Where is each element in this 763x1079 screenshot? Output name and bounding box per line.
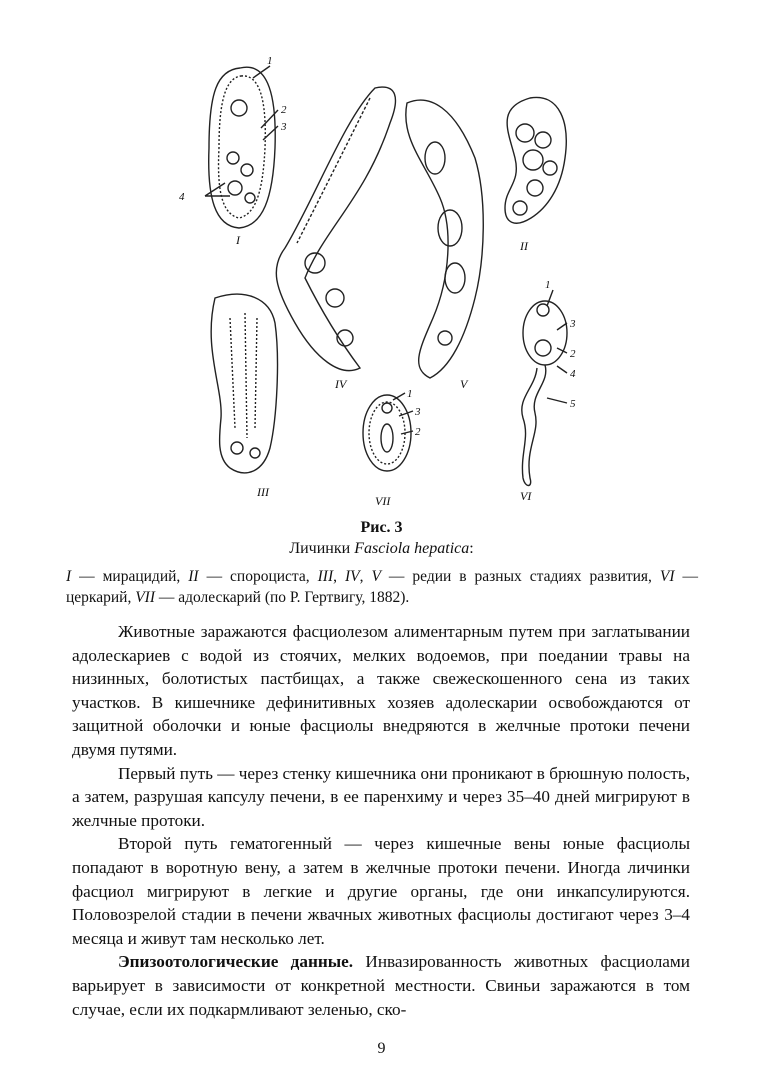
label-III: III	[257, 485, 269, 499]
label-II: II	[520, 239, 528, 253]
paragraph-2: Первый путь — через стенку кишечника они проникают в брюшную полость, а затем, разрушая капсулу печени, в ее паренхиму и через 35–40 дней мигрируют в желчные протоки.	[72, 763, 690, 830]
label-VII-1: 1	[407, 388, 413, 400]
larvae-figure	[175, 48, 595, 518]
legend-text-2: — спороциста,	[198, 568, 318, 585]
label-VI-3: 3	[570, 318, 576, 330]
paragraph-4-text: Инвазированность животных фасциолами варьирует в зависимости от конкретной местности. Свиньи заражаются в том случае, если их подкармливают зеленью, ско-	[72, 952, 690, 1019]
figure-caption-title: Рис. 3	[360, 519, 403, 536]
paragraph-1: Животные заражаются фасциолезом алиментарным путем при заглатывании адолескариев с водой из стоячих, мелких водоемов, при поедании травы на низинных, болотистых пастбищах, а также свежескошенного сена из таких участков. В кишечнике дефинитивных хозяев адолескарии освобождаются от защитной оболочки и юные фасциолы внедряются в желчные протоки печени двумя путями.	[72, 622, 690, 759]
page-number: 9	[377, 1040, 386, 1057]
caption-species: Fasciola hepatica	[354, 540, 470, 557]
label-VI-1: 1	[545, 279, 551, 291]
redia-iii-drawing	[211, 294, 277, 473]
label-I-4: 4	[179, 191, 185, 203]
label-VII: VII	[375, 494, 391, 508]
legend-roman-4: IV	[344, 568, 360, 585]
legend-text-7: — адолескарий (по Р. Гертвигу, 1882).	[155, 589, 410, 606]
caption-suffix: :	[469, 540, 474, 557]
legend-text-3: ,	[333, 568, 345, 585]
paragraph-3: Второй путь гематогенный — через кишечные вены юные фасциолы попадают в воротную вену, а затем в желчные протоки печени. Иногда личинки фасциол мигрируют в легкие и другие органы, где они инкапсулируются. Половозрелой стадии в печени жвачных животных фасциолы достигают через 3–4 месяца и живут там несколько лет.	[72, 834, 690, 948]
legend-roman-6: VI	[659, 568, 675, 585]
figure-legend	[66, 566, 698, 608]
legend-roman-7: VII	[135, 589, 155, 606]
miracidium-drawing	[209, 67, 276, 228]
label-VII-2: 2	[415, 426, 421, 438]
legend-text-5: — редии в разных стадиях развития,	[380, 568, 660, 585]
legend-text-6: — церкарий,	[66, 568, 699, 606]
caption-prefix: Личинки	[289, 540, 355, 557]
label-VI-5: 5	[570, 398, 576, 410]
label-VI: VI	[520, 489, 532, 503]
paragraph-4	[72, 950, 690, 1021]
legend-roman-5: V	[371, 568, 381, 585]
label-VII-3: 3	[415, 406, 421, 418]
label-I-1: 1	[267, 55, 273, 67]
paragraph-4-heading: Эпизоотологические данные.	[118, 952, 354, 972]
label-VI-4: 4	[570, 368, 576, 380]
label-V: V	[460, 377, 468, 391]
label-I: I	[236, 233, 240, 247]
label-VI-2: 2	[570, 348, 576, 360]
redia-iv-drawing	[276, 87, 395, 371]
label-I-3: 3	[281, 121, 287, 133]
sporocyst-drawing	[505, 97, 566, 223]
label-I-2: 2	[281, 104, 287, 116]
figure-caption-subtitle	[0, 540, 763, 558]
label-IV: IV	[335, 377, 347, 391]
cercaria-drawing	[522, 301, 567, 486]
legend-roman-1: I	[66, 568, 72, 585]
body-text	[72, 620, 690, 1021]
legend-text-4: ,	[359, 568, 372, 585]
redia-v-drawing	[406, 100, 483, 378]
legend-roman-2: II	[188, 568, 199, 585]
legend-text-1: — мирацидий,	[71, 568, 189, 585]
legend-roman-3: III	[317, 568, 334, 585]
